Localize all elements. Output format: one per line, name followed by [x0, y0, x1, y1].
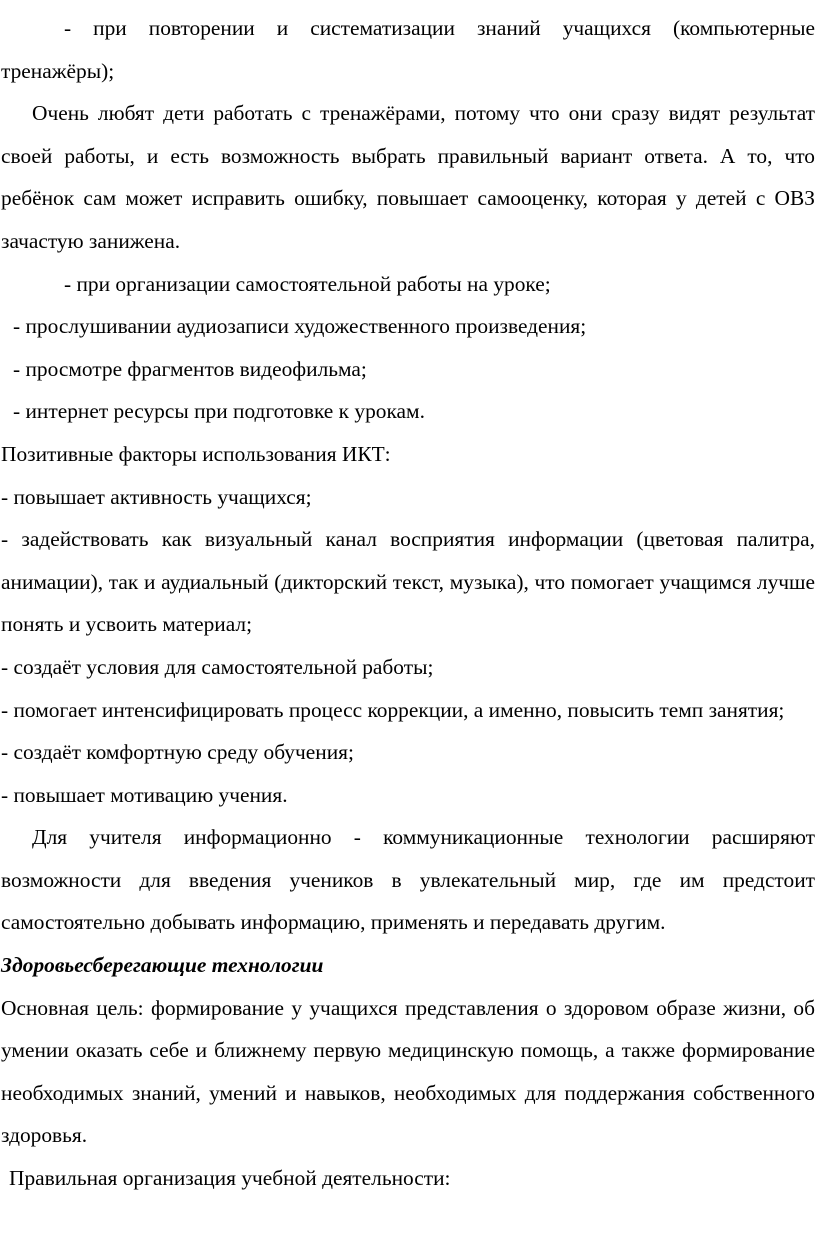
- list-item-correction: - помогает интенсифицировать процесс коррекции, а именно, повысить темп занятия;: [1, 697, 785, 722]
- list-item-conditions: - создаёт условия для самостоятельной работы;: [1, 654, 434, 679]
- list-item-channels: - задействовать как визуальный канал восприятия информации (цветовая палитра, анимации), так и аудиальный (дикторский текст, музыка), что помогает учащимся лучше понять и усвоить материал;: [1, 527, 815, 637]
- list-item-repetition: - при повторении и систематизации знаний учащихся (компьютерные тренажёры);: [1, 16, 815, 83]
- section-heading-health: Здоровьесберегающие технологии: [1, 953, 324, 978]
- subheading-ict-factors: Позитивные факторы использования ИКТ:: [1, 441, 391, 466]
- list-item-motivation: - повышает мотивацию учения.: [1, 782, 288, 807]
- list-item-activity: - повышает активность учащихся;: [1, 484, 312, 509]
- list-item-internet: - интернет ресурсы при подготовке к урокам.: [13, 399, 425, 424]
- paragraph-main-goal: Основная цель: формирование у учащихся представления о здоровом образе жизни, об умении оказать себе и ближнему первую медицинскую помощь, а также формирование необходимых знаний, умений и навыков, необходимых для поддержания собственного здоровья.: [1, 995, 815, 1148]
- paragraph-organization: Правильная организация учебной деятельности:: [9, 1166, 451, 1191]
- list-item-audio: - прослушивании аудиозаписи художественного произведения;: [13, 314, 587, 339]
- paragraph-trainers: Очень любят дети работать с тренажёрами, потому что они сразу видят результат своей работы, и есть возможность выбрать правильный вариант ответа. А то, что ребёнок сам может исправить ошибку, повышает самооценку, которая у детей с ОВЗ зачастую занижена.: [1, 101, 815, 253]
- list-item-comfort: - создаёт комфортную среду обучения;: [1, 740, 354, 765]
- list-item-video: - просмотре фрагментов видеофильма;: [13, 356, 367, 381]
- paragraph-teacher-ict: Для учителя информационно - коммуникационные технологии расширяют возможности для введения учеников в увлекательный мир, где им предстоит самостоятельно добывать информацию, применять и передавать другим.: [1, 825, 815, 935]
- list-item-independent-work: - при организации самостоятельной работы на уроке;: [64, 271, 551, 296]
